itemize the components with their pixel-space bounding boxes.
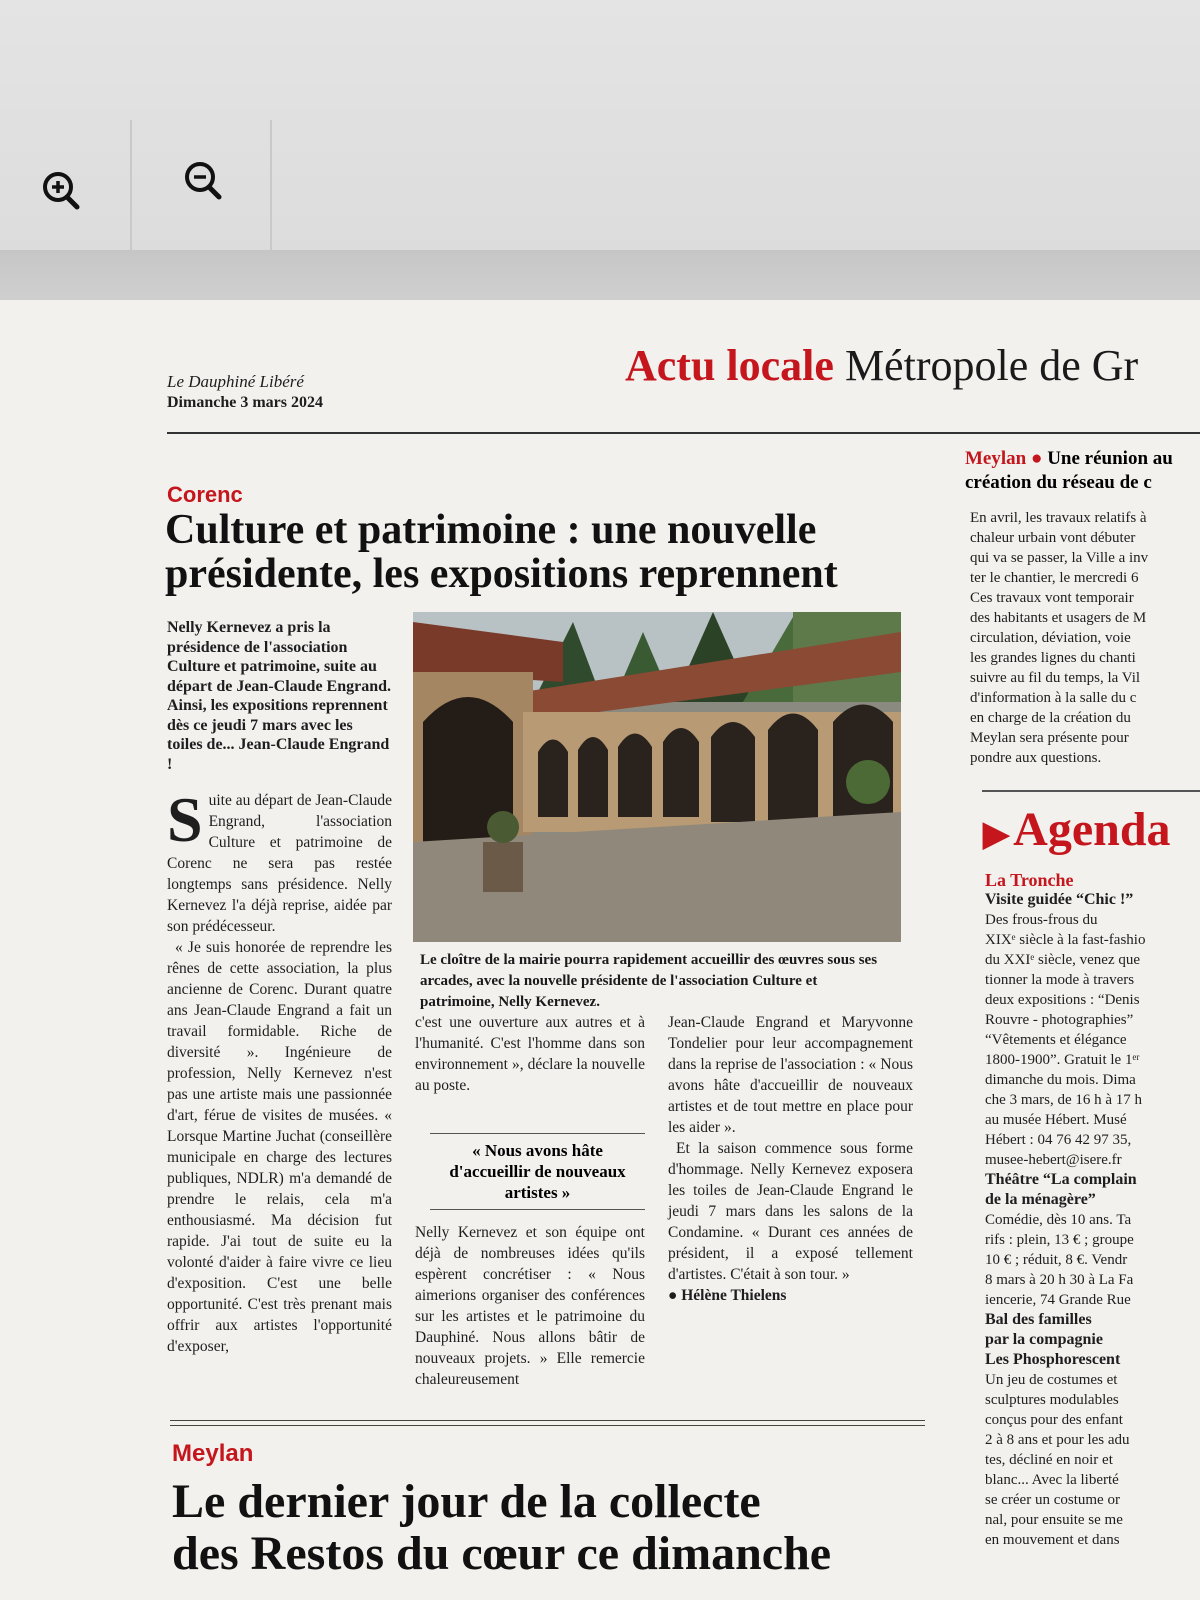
event-line: “Vêtements et élégance <box>985 1032 1127 1048</box>
article-column-1 <box>167 784 392 1357</box>
triangle-arrow-icon: ▶ <box>983 815 1010 853</box>
brief-line: En avril, les travaux relatifs à <box>970 510 1147 526</box>
article-headline <box>165 508 925 596</box>
cloister-photo-image <box>413 612 901 942</box>
column-3-para-2: Et la saison commence sous forme d'hommage. Nelly Kernevez exposera les toiles de Jean-Claude Engrand le jeudi 7 mars dans les salons de la Condamine. « Durant ces années de président, il a exposé tellement d'artistes. C'était à son tour. » <box>668 1140 913 1283</box>
pull-quote: « Nous avons hâte d'accueillir de nouveaux artistes » <box>430 1133 645 1210</box>
brief-line: pondre aux questions. <box>970 750 1102 766</box>
zoom-in-icon <box>35 165 87 217</box>
event-line: Hébert : 04 76 42 97 35, <box>985 1132 1132 1148</box>
byline: ● Hélène Thielens <box>668 1287 787 1304</box>
column-1-para-2: « Je suis honorée de reprendre les rênes de cette association, la plus ancienne de Corenc. Durant quatre ans Jean-Claude Engrand a fait un travail formidable. Riche de diversité ». Ingénieure de profession, Nelly Kernevez n'est pas une artiste mais une passionnée d'art, férue de visites de musées. « Lorsque Martine Juchat (conseillère municipale en charge des lectures publiques, NDLR) m'a demandé de prendre le relais, cela m'a enthousiasmé. Ma décision fut rapide. J'ai tout de suite eu la volonté d'aider à faire vivre ce lieu d'exposition. C'est une belle opportunité. C'est très prenant mais offrir aux artistes l'opportunité d'exposer, <box>167 939 392 1355</box>
article-column-2-top: c'est une ouverture aux autres et à l'humanité. C'est l'homme dans son environnement », déclare la nouvelle au poste. <box>415 1014 645 1094</box>
brief-line: chaleur urbain vont débuter <box>970 530 1136 546</box>
second-headline-line-1: Le dernier jour de la collecte <box>172 1475 761 1528</box>
event-line: XIXᵉ siècle à la fast-fashio <box>985 932 1146 948</box>
event-line: Un jeu de costumes et <box>985 1372 1118 1388</box>
event-line: blanc... Avec la liberté <box>985 1472 1119 1488</box>
event-line: sculptures modulables <box>985 1392 1119 1408</box>
sidebar-brief-title-1: Une réunion au <box>1047 448 1173 469</box>
event-line: nal, pour ensuite se me <box>985 1512 1123 1528</box>
brief-line: circulation, déviation, voie <box>970 630 1131 646</box>
brief-line: d'information à la salle du c <box>970 690 1137 706</box>
article-lead: Nelly Kernevez a pris la présidence de l'association Culture et patrimoine, suite au départ de Jean-Claude Engrand. Ainsi, les expositions reprennent dès ce jeudi 7 mars avec les toiles de... Jean-Claude Engrand ! <box>167 619 392 773</box>
brief-line: Ces travaux vont temporair <box>970 590 1134 606</box>
drop-cap: S <box>167 784 203 855</box>
event-line: rifs : plein, 13 € ; groupe <box>985 1232 1134 1248</box>
event-title: Théâtre “La complain <box>985 1171 1137 1188</box>
article-kicker: Corenc <box>167 482 243 507</box>
masthead <box>167 372 323 412</box>
event-title: Visite guidée “Chic !” <box>985 891 1134 908</box>
event-line: 8 mars à 20 h 30 à La Fa <box>985 1272 1134 1288</box>
sidebar-brief-title-2: création du réseau de c <box>965 472 1152 493</box>
sidebar-brief-body <box>970 508 1200 768</box>
event-title: Bal des familles <box>985 1311 1092 1328</box>
agenda-label: Agenda <box>1013 803 1171 856</box>
brief-line: des habitants et usagers de M <box>970 610 1147 626</box>
event-title: Les Phosphorescent <box>985 1351 1121 1368</box>
agenda-town: La Tronche <box>985 870 1074 890</box>
event-line: au musée Hébert. Musé <box>985 1112 1127 1128</box>
event-line: musee-hebert@isere.fr <box>985 1152 1122 1168</box>
event-line: dimanche du mois. Dima <box>985 1072 1136 1088</box>
paper-name: Le Dauphiné Libéré <box>167 372 304 391</box>
column-3-para-1: Jean-Claude Engrand et Maryvonne Tondelier pour leur accompagnement dans la reprise de l'association : « Nous avons hâte d'accueillir de nouveaux artistes et de tout mettre en place pour les aider ». <box>668 1014 913 1136</box>
sidebar-brief-head <box>965 447 1200 495</box>
event-line: se créer un costume or <box>985 1492 1120 1508</box>
event-line: Des frous-frous du <box>985 912 1098 928</box>
sidebar-brief-town: Meylan ● <box>965 448 1048 469</box>
second-article-headline <box>172 1476 932 1580</box>
section-title-red: Actu locale <box>625 341 834 390</box>
agenda-title <box>983 802 1171 857</box>
event-line: conçus pour des enfant <box>985 1412 1123 1428</box>
event-title: par la compagnie <box>985 1331 1103 1348</box>
masthead-rule <box>167 432 1200 434</box>
brief-line: les grandes lignes du chanti <box>970 650 1136 666</box>
article-separator <box>170 1420 925 1426</box>
agenda-list <box>985 870 1200 1550</box>
viewer-toolbar <box>0 0 1200 260</box>
brief-line: Meylan sera présente pour <box>970 730 1129 746</box>
brief-line: ter le chantier, le mercredi 6 <box>970 570 1139 586</box>
zoom-out-button[interactable] <box>177 155 229 207</box>
headline-line-2: présidente, les expositions reprennent <box>165 551 838 597</box>
event-line: che 3 mars, de 16 h à 17 h <box>985 1092 1143 1108</box>
event-line: Rouvre - photographies” <box>985 1012 1134 1028</box>
event-line: en mouvement et dans <box>985 1532 1120 1548</box>
toolbar-divider <box>270 120 272 260</box>
brief-line: suivre au fil du temps, la Vil <box>970 670 1141 686</box>
zoom-out-icon <box>177 155 229 207</box>
article-column-2-bottom: Nelly Kernevez et son équipe ont déjà de nombreuses idées qu'ils espèrent concrétiser : « Nous aimerions organiser des conférences sur les artistes et le patrimoine du Dauphiné. Nous allons bâtir de nouveaux projets. » Elle remercie chaleureusement <box>415 1224 645 1388</box>
column-1-para-1: uite au départ de Jean-Claude Engrand, l'association Culture et patrimoine de Corenc ne sera pas restée longtemps sans présidence. Nelly Kernevez l'a déjà reprise, aidée par son prédécesseur. <box>167 792 392 935</box>
brief-line: qui va se passer, la Ville a inv <box>970 550 1149 566</box>
toolbar-divider <box>130 120 132 260</box>
zoom-in-button[interactable] <box>35 165 87 217</box>
event-line: 2 à 8 ans et pour les adu <box>985 1432 1130 1448</box>
second-article-kicker: Meylan <box>172 1440 254 1467</box>
event-title: de la ménagère” <box>985 1191 1096 1208</box>
event-line: du XXIᵉ siècle, venez que <box>985 952 1141 968</box>
event-line: tes, décliné en noir et <box>985 1452 1113 1468</box>
brief-line: en charge de la création du <box>970 710 1131 726</box>
event-line: deux expositions : “Denis <box>985 992 1140 1008</box>
section-title <box>625 340 1138 391</box>
event-line: iencerie, 74 Grande Rue <box>985 1292 1131 1308</box>
photo-caption: Le cloître de la mairie pourra rapidement accueillir des œuvres sous ses arcades, avec la nouvelle présidente de l'association Culture et patrimoine, Nelly Kernevez. <box>420 952 878 1010</box>
issue-date: Dimanche 3 mars 2024 <box>167 394 323 411</box>
event-line: tionner la mode à travers <box>985 972 1135 988</box>
event-line: 1800-1900”. Gratuit le 1ᵉʳ <box>985 1052 1140 1068</box>
cloister-photo <box>413 612 901 942</box>
event-line: 10 € ; réduit, 8 €. Vendr <box>985 1252 1128 1268</box>
article-column-3 <box>668 1012 913 1306</box>
event-line: Comédie, dès 10 ans. Ta <box>985 1212 1132 1228</box>
second-headline-line-2: des Restos du cœur ce dimanche <box>172 1527 832 1580</box>
section-title-region: Métropole de Gr <box>833 341 1139 390</box>
headline-line-1: Culture et patrimoine : une nouvelle <box>165 507 817 553</box>
sidebar-rule <box>982 790 1200 792</box>
